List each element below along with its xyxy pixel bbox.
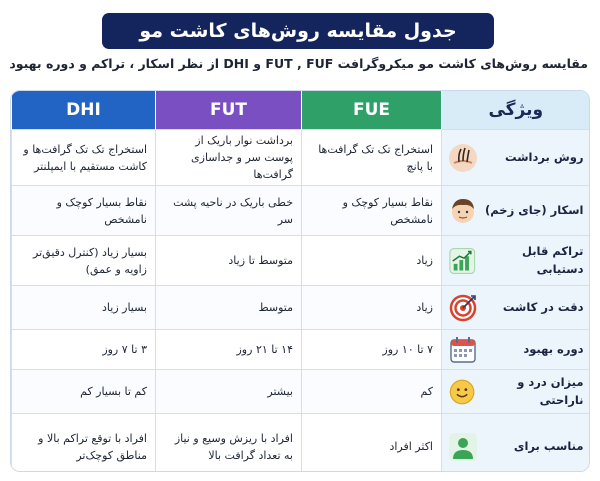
table-row <box>12 186 590 236</box>
page-subtitle: مقایسه روش‌های کاشت مو میکروگرافت FUT , FUF و DHI از نظر اسکار ، تراکم و دوره بهبود <box>9 56 588 71</box>
table-row <box>12 130 590 186</box>
target-icon <box>448 293 478 323</box>
feature-label: تراکم قابل دستیابی <box>521 243 584 276</box>
fue-cell: ۷ تا ۱۰ روز <box>302 330 442 370</box>
feature-cell <box>442 286 590 330</box>
feature-cell <box>442 130 590 186</box>
dhi-cell: استخراج تک تک گرافت‌ها و کاشت مستقیم با ایمپلنتر <box>12 130 156 186</box>
hair-follicle-icon <box>448 143 478 173</box>
page-title: جدول مقایسه روش‌های کاشت مو <box>102 13 494 49</box>
fue-cell: زیاد <box>302 236 442 286</box>
fue-cell: زیاد <box>302 286 442 330</box>
table-row <box>12 370 590 414</box>
fue-cell: نقاط بسیار کوچک و نامشخص <box>302 186 442 236</box>
fut-cell: ۱۴ تا ۲۱ روز <box>156 330 302 370</box>
dhi-cell: افراد با توقع تراکم بالا و مناطق کوچک‌تر <box>12 414 156 472</box>
header-fue: FUE <box>302 91 442 130</box>
dhi-cell: نقاط بسیار کوچک و نامشخص <box>12 186 156 236</box>
table-row <box>12 330 590 370</box>
feature-cell <box>442 370 590 414</box>
fut-cell: خطی باریک در ناحیه پشت سر <box>156 186 302 236</box>
dhi-cell: کم تا بسیار کم <box>12 370 156 414</box>
table-row <box>12 414 590 472</box>
header-feature: ویژگی <box>442 91 590 130</box>
feature-cell <box>442 414 590 472</box>
fue-cell: کم <box>302 370 442 414</box>
fut-cell: متوسط تا زیاد <box>156 236 302 286</box>
fue-cell: اکثر افراد <box>302 414 442 472</box>
fut-cell: بیشتر <box>156 370 302 414</box>
feature-label: روش برداشت <box>505 149 584 164</box>
feature-cell <box>442 186 590 236</box>
fut-cell: برداشت نوار باریک از پوست سر و جداسازی گرافت‌ها <box>156 130 302 186</box>
feature-cell <box>442 236 590 286</box>
smiley-icon <box>448 377 476 407</box>
comparison-table <box>10 90 590 472</box>
fut-cell: افراد با ریزش وسیع و نیاز به تعداد گرافت بالا <box>156 414 302 472</box>
feature-cell <box>442 330 590 370</box>
table-row <box>12 286 590 330</box>
calendar-icon <box>448 335 478 365</box>
feature-label: اسکار (جای زخم) <box>485 202 584 217</box>
fue-cell: استخراج تک تک گرافت‌ها با پانچ <box>302 130 442 186</box>
dhi-cell: ۳ تا ۷ روز <box>12 330 156 370</box>
header-dhi: DHI <box>12 91 156 130</box>
dhi-cell: بسیار زیاد (کنترل دقیق‌تر زاویه و عمق) <box>12 236 156 286</box>
table-header-row <box>12 91 590 130</box>
user-icon <box>448 432 478 462</box>
feature-label: میزان درد و ناراحتی <box>517 374 584 407</box>
fut-cell: متوسط <box>156 286 302 330</box>
feature-label: دوره بهبود <box>523 341 584 356</box>
feature-label: مناسب برای <box>513 438 584 453</box>
feature-label: دقت در کاشت <box>502 299 584 314</box>
person-face-icon <box>448 196 478 226</box>
table-row <box>12 236 590 286</box>
dhi-cell: بسیار زیاد <box>12 286 156 330</box>
header-fut: FUT <box>156 91 302 130</box>
growth-chart-icon <box>448 246 477 276</box>
